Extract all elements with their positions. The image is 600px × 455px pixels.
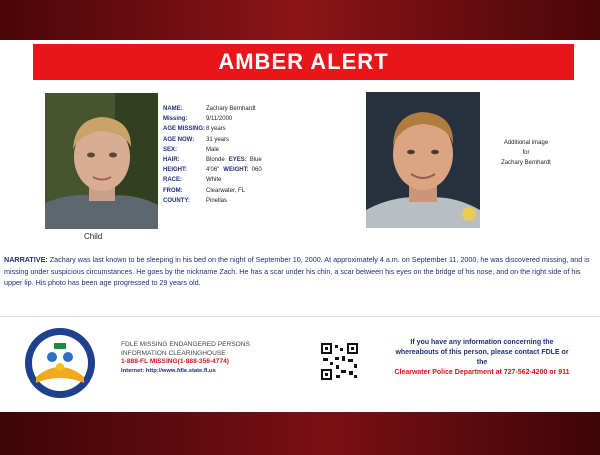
footer-divider (0, 316, 600, 317)
caption-line-3: Zachary Bernhardt (501, 160, 551, 166)
missing-label: Missing: (163, 116, 188, 123)
amber-alert-banner: AMBER ALERT (33, 44, 574, 80)
eyes-value: Blue (249, 157, 262, 164)
narrative-text: Zachary was last known to be sleeping in his bed on the night of September 10, 2000. At approximately 4 a.m. on September 11, 2000, he was discovered missing, and is missing under suspicious circumstances. He goes by the nickname Zach. He has a scar under his chin, a scar between his eyes on the bridge of his nose, and on the right side of his upper lip. His photo has been age progressed to 29 years old. (4, 255, 590, 288)
narrative-paragraph (4, 254, 598, 289)
name-label: NAME: (163, 106, 183, 112)
age-progressed-caption (486, 138, 566, 168)
race-value: White (206, 177, 222, 184)
fdle-hotline: 1-888-FL MISSING(1-888-356-4774) (121, 358, 229, 366)
contact-line-2: whereabouts of this person, please contact FDLE or (395, 349, 569, 356)
missing-person-info (163, 104, 262, 206)
contact-line-4: Clearwater Police Department at 727-562-4200 or 911 (394, 369, 570, 376)
age-now-label: AGE NOW: (163, 136, 195, 143)
hair-value: Blonde (206, 157, 225, 164)
amber-alert-poster (0, 40, 600, 412)
county-value: Pinellas (206, 197, 228, 204)
contact-message (364, 338, 600, 378)
fdle-org-line-2: INFORMATION CLEARINGHOUSE (121, 349, 226, 357)
child-photo (45, 93, 158, 229)
fdle-website-link[interactable]: Internet: http://www.fdle.state.fl.us (121, 367, 216, 374)
county-label: COUNTY: (163, 197, 190, 204)
caption-line-2: for (522, 150, 530, 156)
missing-value: 9/11/2000 (206, 116, 233, 123)
eyes-label: EYES: (228, 157, 247, 164)
background-top-band (0, 0, 600, 40)
sex-label: SEX: (163, 146, 178, 153)
hair-label: HAIR: (163, 157, 180, 164)
race-label: RACE: (163, 177, 182, 184)
age-progressed-photo (366, 92, 480, 228)
age-missing-label: AGE MISSING: (163, 126, 206, 133)
sex-value: Male (206, 146, 220, 153)
from-value: Clearwater, FL (206, 187, 246, 194)
clearinghouse-logo (24, 327, 96, 399)
contact-line-3: the (476, 359, 488, 366)
qr-code[interactable] (321, 343, 358, 380)
background-bottom-band (0, 412, 600, 455)
name-value: Zachary Bernhardt (206, 106, 256, 112)
fdle-contact-block (121, 341, 250, 375)
weight-label: WEIGHT: (223, 167, 249, 174)
age-now-value: 31 years (206, 136, 230, 143)
from-label: FROM: (163, 187, 183, 194)
contact-line-1: If you have any information concerning the (410, 339, 554, 346)
narrative-label: NARRATIVE: (4, 255, 48, 264)
child-photo-caption: Child (84, 232, 103, 241)
height-value: 4'06" (206, 167, 220, 174)
height-label: HEIGHT: (163, 167, 187, 174)
caption-line-1: Additional image (503, 140, 549, 146)
weight-value: 060 (251, 167, 262, 174)
age-missing-value: 8 years (206, 126, 226, 133)
fdle-org-line-1: FDLE MISSING ENDANGERED PERSONS (121, 341, 250, 348)
